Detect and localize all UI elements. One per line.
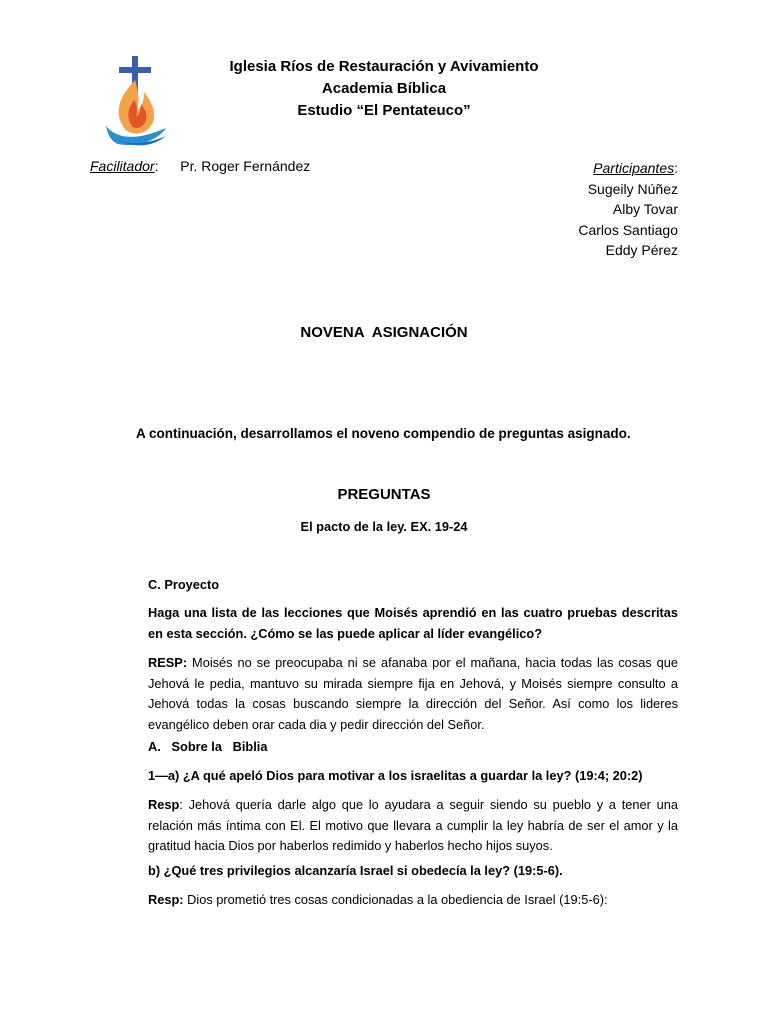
answer-1a-text: : Jehová quería darle algo que lo ayudara a seguir siendo su pueblo y a tener una relación más íntima con El. El motivo que llevara a cumplir la ley habría de ser el amor y la gratitud hacia Dios por haberlos redimido y haberlos hecho hijos suyos. <box>148 797 678 853</box>
church-name: Iglesia Ríos de Restauración y Avivamiento <box>229 58 539 75</box>
church-logo <box>104 56 168 148</box>
project-answer <box>148 653 678 735</box>
assignment-title: NOVENA ASIGNACIÓN <box>300 324 468 341</box>
participant-name: Sugeily Núñez <box>587 180 678 197</box>
facilitator-colon: : <box>154 158 159 174</box>
answer-1a-label: Resp <box>148 797 180 812</box>
questions-subtitle: El pacto de la ley. EX. 19-24 <box>300 519 468 534</box>
project-question: Haga una lista de las lecciones que Moisés aprendió en las cuatro pruebas descritas en esta sección. ¿Cómo se las puede aplicar al líder evangélico? <box>148 605 678 641</box>
answer-1b <box>148 890 678 911</box>
facilitator-label: Facilitador <box>90 158 155 174</box>
participant-name: Carlos Santiago <box>578 221 678 238</box>
question-1b: b) ¿Qué tres privilegios alcanzaría Israel si obedecía la ley? (19:5-6). <box>148 863 563 878</box>
intro-text: A continuación, desarrollamos el noveno compendio de preguntas asignado. <box>136 426 631 441</box>
project-answer-label: RESP: <box>148 655 188 670</box>
question-1a: 1—a) ¿A qué apeló Dios para motivar a los israelitas a guardar la ley? (19:4; 20:2) <box>148 768 643 783</box>
participants-label: Participantes <box>593 160 675 176</box>
participant-name: Eddy Pérez <box>605 242 678 258</box>
study-title: Estudio “El Pentateuco” <box>297 102 471 119</box>
participants-colon: : <box>674 160 678 176</box>
participants-list <box>578 158 678 261</box>
facilitator <box>90 158 310 174</box>
participant-name: Alby Tovar <box>612 201 678 217</box>
answer-1a <box>148 795 678 857</box>
academy-name: Academia Bíblica <box>321 80 447 97</box>
project-answer-text: Moisés no se preocupaba ni se afanaba por el mañana, hacia todas las cosas que Jehová le pedia, mantuvo su mirada siempre fija en Jehová, y Moisés siempre consulto a Jehová todas la cosas buscando siempre la dirección del Señor. Así como los lideres evangélico deben orar cada dia y pedir dirección del Señor. <box>148 655 678 732</box>
cross-horizontal <box>119 67 151 73</box>
answer-1b-text: Dios prometió tres cosas condicionadas a la obediencia de Israel (19:5-6): <box>183 892 608 907</box>
section-a-heading: A. Sobre la Biblia <box>148 739 268 754</box>
facilitator-name: Pr. Roger Fernández <box>180 158 311 174</box>
answer-1b-label: Resp: <box>148 892 184 907</box>
questions-title: PREGUNTAS <box>337 486 431 503</box>
section-c-heading: C. Proyecto <box>148 577 220 592</box>
